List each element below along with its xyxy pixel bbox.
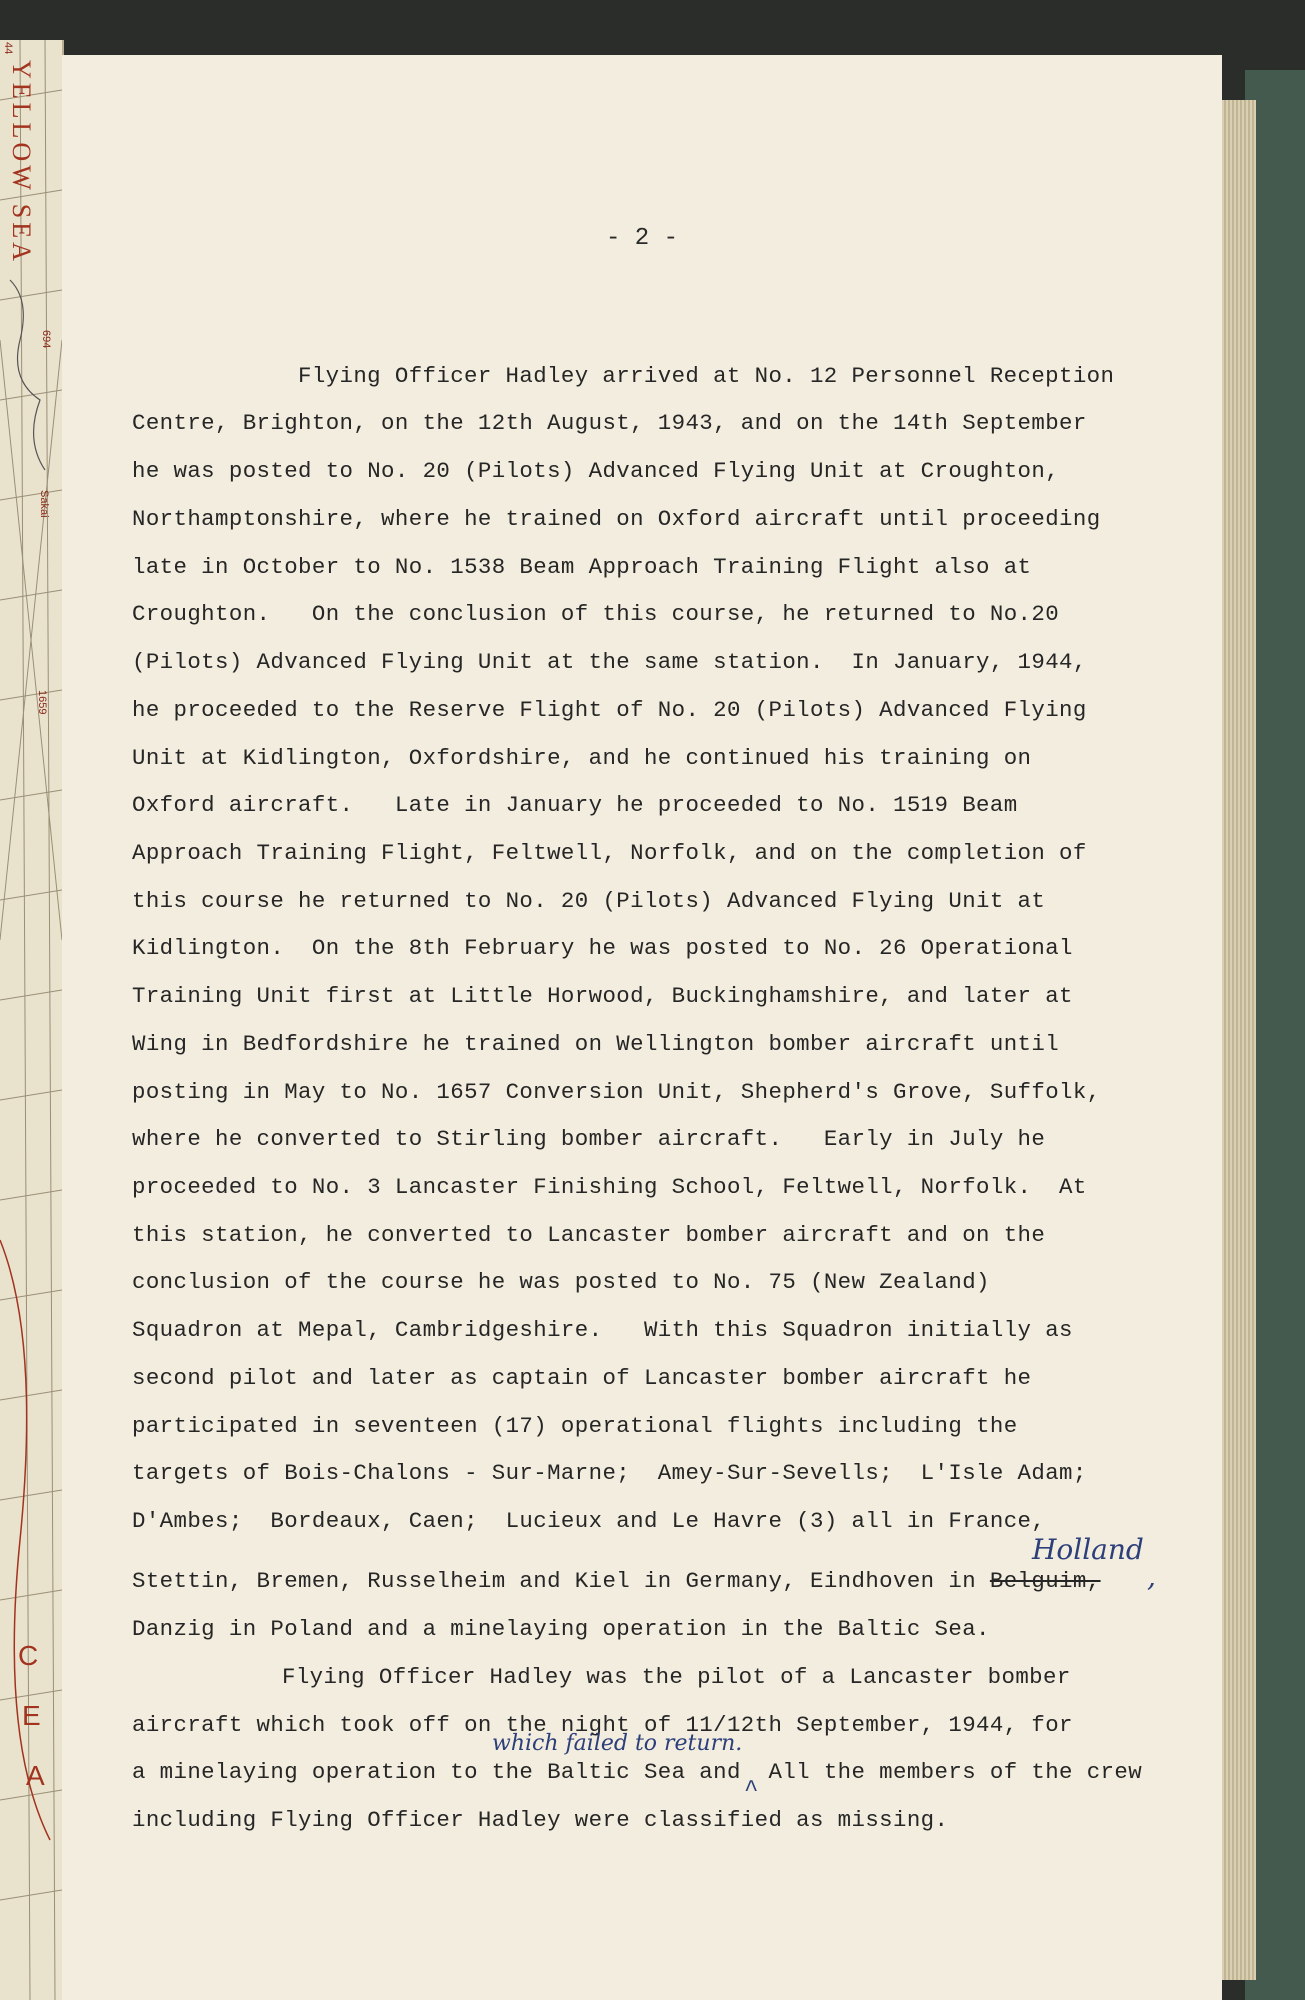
text-line: second pilot and later as captain of Lancaster bomber aircraft he [132,1365,1032,1391]
map-sea-letter: C [18,1640,39,1671]
text-line: Training Unit first at Little Horwood, Buckinghamshire, and later at [132,983,1073,1009]
insertion-caret: ^ [744,1777,759,1804]
text-line: Kidlington. On the 8th February he was posted to No. 26 Operational [132,935,1073,961]
typed-page [62,55,1222,2000]
text-line: including Flying Officer Hadley were classified as missing. [132,1807,949,1833]
handwritten-correction: Holland [1032,1533,1144,1566]
text-line: (Pilots) Advanced Flying Unit at the same station. In January, 1944, [132,649,1087,675]
handwritten-insertion: which failed to return. [492,1731,743,1756]
text-line: D'Ambes; Bordeaux, Caen; Lucieux and Le Havre (3) all in France, [132,1508,1046,1534]
text-line: participated in seventeen (17) operational flights including the [132,1413,1018,1439]
text-line: Danzig in Poland and a minelaying operation in the Baltic Sea. [132,1616,990,1642]
map-sea-letter: E [22,1700,41,1731]
page-edges [1218,100,1256,1980]
handwritten-comma: , [1147,1560,1156,1593]
map-number: 694 [40,330,52,349]
text-line: this course he returned to No. 20 (Pilots) Advanced Flying Unit at [132,888,1046,914]
text-line: late in October to No. 1538 Beam Approach Training Flight also at [132,554,1032,580]
map-number: 44 [2,42,14,55]
line-text: Stettin, Bremen, Russelheim and Kiel in Germany, Eindhoven in [132,1568,990,1594]
text-line: posting in May to No. 1657 Conversion Unit, Shepherd's Grove, Suffolk, [132,1079,1101,1105]
text-line: where he converted to Stirling bomber aircraft. Early in July he [132,1126,1046,1152]
text-line: Flying Officer Hadley arrived at No. 12 Personnel Reception [298,363,1115,389]
text-line: conclusion of the course he was posted to No. 75 (New Zealand) [132,1269,990,1295]
map-place: Sakai [38,490,50,518]
text-line [132,1568,1101,1594]
text-line: aircraft which took off on the night of 11/12th September, 1944, for [132,1712,1073,1738]
text-line: Croughton. On the conclusion of this course, he returned to No.20 [132,601,1060,627]
struck-word: Belguim, [989,1568,1101,1594]
text-line: Oxford aircraft. Late in January he proceeded to No. 1519 Beam [132,792,1018,818]
text-line: Unit at Kidlington, Oxfordshire, and he continued his training on [132,745,1032,771]
text-line: Wing in Bedfordshire he trained on Wellington bomber aircraft until [132,1031,1060,1057]
text-line: he was posted to No. 20 (Pilots) Advanced Flying Unit at Croughton, [132,458,1060,484]
map-page-strip [0,40,64,2000]
text-line: Flying Officer Hadley was the pilot of a Lancaster bomber [282,1664,1071,1690]
text-line: proceeded to No. 3 Lancaster Finishing School, Feltwell, Norfolk. At [132,1174,1087,1200]
map-sea-letter: A [26,1760,45,1791]
text-line: Centre, Brighton, on the 12th August, 1943, and on the 14th September [132,410,1087,436]
text-line: a minelaying operation to the Baltic Sea and All the members of the crew [132,1759,1143,1785]
text-line: Squadron at Mepal, Cambridgeshire. With this Squadron initially as [132,1317,1073,1343]
text-line: this station, he converted to Lancaster bomber aircraft and on the [132,1222,1046,1248]
text-line: Northamptonshire, where he trained on Oxford aircraft until proceeding [132,506,1101,532]
text-line: targets of Bois-Chalons - Sur-Marne; Amey-Sur-Sevells; L'Isle Adam; [132,1460,1087,1486]
page-number: - 2 - [605,225,678,252]
text-line: he proceeded to the Reserve Flight of No. 20 (Pilots) Advanced Flying [132,697,1087,723]
text-line: Approach Training Flight, Feltwell, Norfolk, and on the completion of [132,840,1087,866]
map-number: 1659 [36,690,48,715]
map-sea-label: YELLOW SEA [7,60,36,265]
